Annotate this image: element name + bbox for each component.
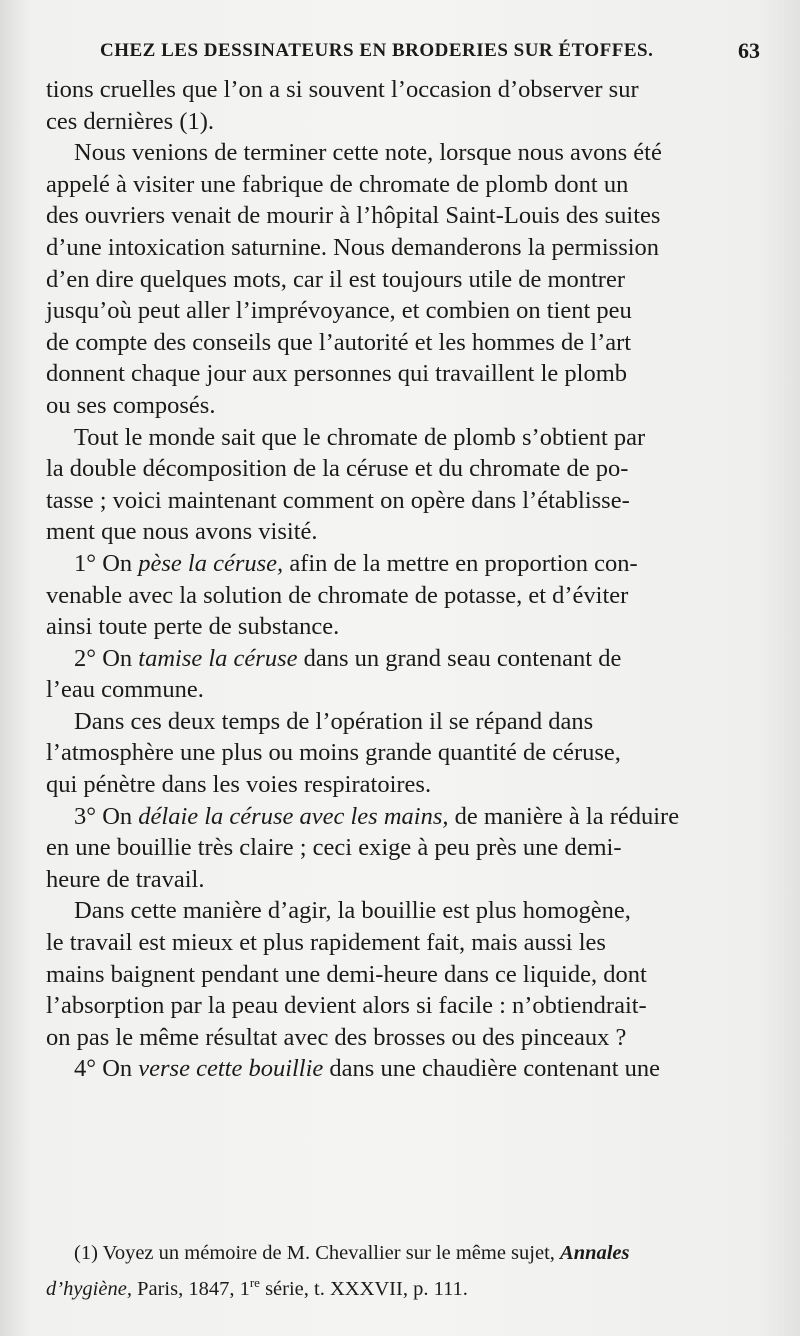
step-number: 4° <box>74 1055 97 1083</box>
paragraph <box>46 137 754 421</box>
emphasis: pèse la céruse, <box>138 549 284 577</box>
paragraph <box>46 74 754 137</box>
text-line: qui pénètre dans les voies respiratoires. <box>46 771 432 799</box>
emphasis: d’hygiène, <box>46 1277 132 1300</box>
text-line: l’absorption par la peau devient alors si facile : n’obtiendrait- <box>46 992 647 1020</box>
footnote-line: d’hygiène, Paris, 1847, 1re série, t. XXXVII, p. 111. <box>46 1275 468 1300</box>
text-line: mains baignent pendant une demi-heure dans ce liquide, dont <box>46 960 647 988</box>
text-line: ment que nous avons visité. <box>46 518 318 546</box>
footnote-line: (1) Voyez un mémoire de M. Chevallier sur le même sujet, Annales <box>74 1242 630 1264</box>
text-line: ou ses composés. <box>46 391 216 419</box>
text-line: Nous venions de terminer cette note, lorsque nous avons été <box>74 139 662 167</box>
text-line: le travail est mieux et plus rapidement fait, mais aussi les <box>46 929 606 957</box>
text-line: la double décomposition de la céruse et du chromate de po- <box>46 455 629 483</box>
paragraph <box>46 422 754 548</box>
emphasis: délaie la céruse avec les mains, <box>138 802 449 830</box>
text-line: venable avec la solution de chromate de potasse, et d’éviter <box>46 581 629 609</box>
paragraph <box>46 895 754 1053</box>
emphasis: Annales <box>560 1242 630 1264</box>
text-line: des ouvriers venait de mourir à l’hôpital Saint-Louis des suites <box>46 202 661 230</box>
text-line: 4° On verse cette bouillie dans une chaudière contenant une <box>74 1055 661 1083</box>
text-line: en une bouillie très claire ; ceci exige à peu près une demi- <box>46 834 622 862</box>
text-line: d’une intoxication saturnine. Nous demanderons la permission <box>46 233 660 261</box>
text-line: on pas le même résultat avec des brosses ou des pinceaux ? <box>46 1023 627 1051</box>
text-line: 2° On tamise la céruse dans un grand seau contenant de <box>74 644 622 672</box>
text-line: Tout le monde sait que le chromate de plomb s’obtient par <box>74 423 646 451</box>
body-text <box>46 74 754 1085</box>
step-number: 3° <box>74 802 97 830</box>
step-3 <box>46 801 754 896</box>
step-number: 1° <box>74 549 97 577</box>
text-line: heure de travail. <box>46 865 205 893</box>
emphasis: verse cette bouillie <box>138 1055 324 1083</box>
text-line: tions cruelles que l’on a si souvent l’occasion d’observer sur <box>46 76 639 103</box>
text-line: jusqu’où peut aller l’imprévoyance, et combien on tient peu <box>46 297 632 325</box>
text-line: tasse ; voici maintenant comment on opère dans l’établisse- <box>46 486 630 514</box>
text-line: 1° On pèse la céruse, afin de la mettre en proportion con- <box>74 549 638 577</box>
emphasis: tamise la céruse <box>138 644 298 672</box>
step-number: 2° <box>74 644 97 672</box>
text-line: ces dernières (1). <box>46 107 215 135</box>
step-4 <box>46 1053 754 1085</box>
footnote-marker: (1) <box>74 1242 98 1264</box>
text-line: 3° On délaie la céruse avec les mains, de manière à la réduire <box>74 802 680 830</box>
text-line: donnent chaque jour aux personnes qui travaillent le plomb <box>46 360 628 388</box>
step-1 <box>46 548 754 643</box>
text-line: ainsi toute perte de substance. <box>46 613 340 641</box>
page-number: 63 <box>738 38 760 63</box>
text-line: Dans ces deux temps de l’opération il se répand dans <box>74 707 594 735</box>
footnote <box>46 1238 754 1304</box>
text-line: l’eau commune. <box>46 676 204 704</box>
page-header <box>100 40 760 70</box>
text-line: appelé à visiter une fabrique de chromate de plomb dont un <box>46 170 629 198</box>
text-line: de compte des conseils que l’autorité et les hommes de l’art <box>46 328 632 356</box>
text-line: l’atmosphère une plus ou moins grande quantité de céruse, <box>46 739 621 767</box>
text-line: Dans cette manière d’agir, la bouillie est plus homogène, <box>74 897 631 925</box>
step-2 <box>46 643 754 706</box>
running-head: CHEZ LES DESSINATEURS EN BRODERIES SUR ÉTOFFES. <box>100 40 654 61</box>
text-line: d’en dire quelques mots, car il est toujours utile de montrer <box>46 265 626 293</box>
paragraph <box>46 706 754 801</box>
